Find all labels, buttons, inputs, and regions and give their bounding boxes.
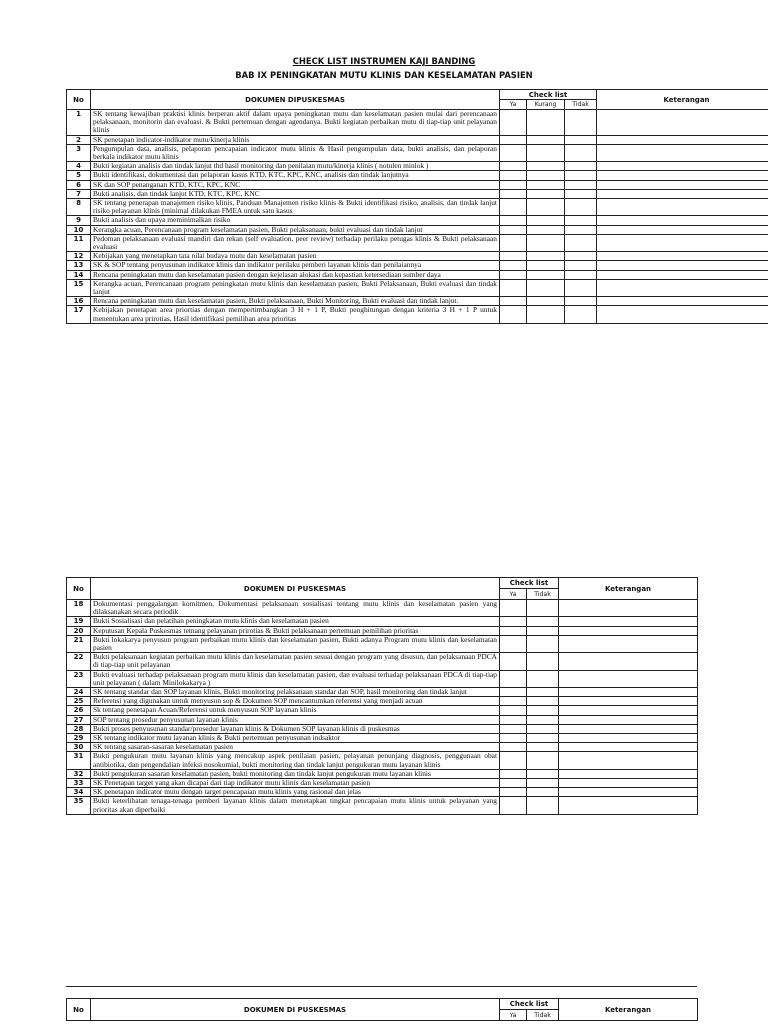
check-tidak-cell[interactable]	[565, 180, 597, 189]
check-tidak-cell[interactable]	[565, 189, 597, 198]
check-ya-cell[interactable]	[500, 617, 527, 626]
check-tidak-cell[interactable]	[527, 617, 559, 626]
keterangan-cell[interactable]	[559, 688, 698, 697]
row-number: 10	[67, 225, 91, 234]
document-description: Pengumpulan data, analisis, pelaporan pencapaian indicator mutu klinis & Hasil pengumpulan data, bukti analisis, dan pelaporan berkala indikator mutu klinis	[91, 144, 500, 161]
document-description: Pedoman pelaksanaan evaluasi mandiri dan rekan (self evaluation, peer review) terhadap perilaku petugas klinis & Bukti pelaksanaan evaluasi	[91, 234, 500, 251]
check-tidak-cell[interactable]	[527, 670, 559, 687]
row-number: 32	[67, 769, 91, 778]
table-row	[67, 252, 768, 261]
keterangan-cell[interactable]	[597, 162, 768, 171]
table-row	[67, 734, 698, 743]
header-no: No	[67, 999, 91, 1021]
table-row	[67, 752, 698, 769]
table-row	[67, 279, 768, 296]
document-description: Bukti pelaksanaan kegiatan perbaikan mutu klinis dan keselamatan pasien sesuai dengan program yang disusun, dan pelaksanaan PDCA di tiap-tiap unit pelayanan	[91, 653, 500, 670]
check-ya-cell[interactable]	[500, 297, 527, 306]
keterangan-cell[interactable]	[597, 110, 768, 136]
document-description: Kebijakan penetapan area priortias dengan mempertimbangkan 3 H + 1 P, Bukti penghitungan dengan kriteria 3 H + 1 P untuk menentukan area prirotias, Hasil identifikasi pemilihan area prioritas	[91, 306, 500, 323]
document-description: Referensi yang digunakan untuk menyusun sop & Dokumen SOP mencantumkan referensi yang menjadi acuan	[91, 697, 500, 706]
keterangan-cell[interactable]	[597, 279, 768, 296]
document-description: SK tentang indikator mutu layanan klinis & Bukti pertemuan penyusunan indsaktor	[91, 734, 500, 743]
check-tidak-cell[interactable]	[565, 216, 597, 225]
table-row	[67, 715, 698, 724]
check-tidak-cell[interactable]	[565, 110, 597, 136]
keterangan-cell[interactable]	[597, 135, 768, 144]
document-description: SK penetapan indicator-indikator mutu/kinerja klinis	[91, 135, 500, 144]
keterangan-cell[interactable]	[559, 626, 698, 635]
check-tidak-cell[interactable]	[527, 715, 559, 724]
table-row	[67, 653, 698, 670]
section-divider	[66, 986, 697, 987]
keterangan-cell[interactable]	[597, 234, 768, 251]
keterangan-cell[interactable]	[559, 752, 698, 769]
row-number: 19	[67, 617, 91, 626]
header-checklist: Check list	[500, 999, 559, 1010]
check-tidak-cell[interactable]	[565, 135, 597, 144]
check-ya-cell[interactable]	[500, 653, 527, 670]
check-ya-cell[interactable]	[500, 180, 527, 189]
row-number: 6	[67, 180, 91, 189]
check-kurang-cell[interactable]	[527, 270, 565, 279]
row-number: 1	[67, 110, 91, 136]
check-kurang-cell[interactable]	[527, 252, 565, 261]
check-kurang-cell[interactable]	[527, 144, 565, 161]
keterangan-cell[interactable]	[559, 769, 698, 778]
document-description: Kebijakan yang menetapkan tata nilai budaya mutu dan keselamatan pasien	[91, 252, 500, 261]
keterangan-cell[interactable]	[597, 199, 768, 216]
check-kurang-cell[interactable]	[527, 199, 565, 216]
row-number: 25	[67, 697, 91, 706]
check-tidak-cell[interactable]	[565, 171, 597, 180]
table-row	[67, 199, 768, 216]
keterangan-cell[interactable]	[597, 225, 768, 234]
check-tidak-cell[interactable]	[565, 162, 597, 171]
document-description: Kerangka acuan, Perencanaan program peningkatan mutu klinis dan keselamatan pasien, Bukti Pelaksanaan, Bukti evaluasi dan tindak lanjut	[91, 279, 500, 296]
document-description: Bukti analisis dan upaya meminimalkan risiko	[91, 216, 500, 225]
header-checklist: Check list	[500, 578, 559, 589]
keterangan-cell[interactable]	[559, 635, 698, 652]
keterangan-cell[interactable]	[559, 734, 698, 743]
check-ya-cell[interactable]	[500, 697, 527, 706]
check-ya-cell[interactable]	[500, 734, 527, 743]
table-row	[67, 171, 768, 180]
row-number: 15	[67, 279, 91, 296]
document-description: Bukti evaluasi terhadap pelaksanaan program mutu klinis dan keselamatan pasien, dan evaluasi terhadap pelaksanaan PDCA di tiap-tiap unit pelayanan ( dalam Minilokakarya )	[91, 670, 500, 687]
table-row	[67, 180, 768, 189]
document-description: Keputusan Kepala Puskesmas tetnang pelayanan prirotias & Bukti pelaksanaan pertemuan pemilihan prioritas	[91, 626, 500, 635]
check-ya-cell[interactable]	[500, 670, 527, 687]
header-keterangan: Keterangan	[597, 90, 768, 110]
check-tidak-cell[interactable]	[565, 270, 597, 279]
check-kurang-cell[interactable]	[527, 297, 565, 306]
check-tidak-cell[interactable]	[527, 688, 559, 697]
table-row	[67, 724, 698, 733]
check-ya-cell[interactable]	[500, 135, 527, 144]
table-row	[67, 189, 768, 198]
document-description: Kerangka acuan, Perencanaan program keselamatan pasien, Bukti pelaksanaan, bukti evaluasi dan tindak lanjut	[91, 225, 500, 234]
check-ya-cell[interactable]	[500, 706, 527, 715]
header-tidak: Tidak	[527, 1010, 559, 1021]
check-kurang-cell[interactable]	[527, 162, 565, 171]
table-row	[67, 635, 698, 652]
keterangan-cell[interactable]	[597, 270, 768, 279]
keterangan-cell[interactable]	[597, 189, 768, 198]
table-row	[67, 697, 698, 706]
document-description: SK Penetapan target yang akan dicapai dari tiap indikator mutu klinis dan keselamatan pasien	[91, 779, 500, 788]
check-tidak-cell[interactable]	[527, 788, 559, 797]
check-tidak-cell[interactable]	[565, 144, 597, 161]
keterangan-cell[interactable]	[597, 171, 768, 180]
document-description: SK tentang sasaran-sasaran keselamatan pasien	[91, 743, 500, 752]
table-row	[67, 617, 698, 626]
header-keterangan: Keterangan	[559, 999, 698, 1021]
table-row	[67, 216, 768, 225]
checklist-table-2	[66, 577, 698, 815]
check-ya-cell[interactable]	[500, 144, 527, 161]
check-tidak-cell[interactable]	[527, 752, 559, 769]
keterangan-cell[interactable]	[559, 600, 698, 617]
check-kurang-cell[interactable]	[527, 225, 565, 234]
check-ya-cell[interactable]	[500, 797, 527, 814]
check-kurang-cell[interactable]	[527, 110, 565, 136]
table-row	[67, 225, 768, 234]
check-tidak-cell[interactable]	[527, 779, 559, 788]
check-ya-cell[interactable]	[500, 279, 527, 296]
check-ya-cell[interactable]	[500, 261, 527, 270]
row-number: 5	[67, 171, 91, 180]
row-number: 17	[67, 306, 91, 323]
keterangan-cell[interactable]	[597, 180, 768, 189]
check-ya-cell[interactable]	[500, 216, 527, 225]
table-row	[67, 769, 698, 778]
header-checklist: Check list	[500, 90, 597, 100]
keterangan-cell[interactable]	[559, 697, 698, 706]
document-description: Bukti pengukuran sasaran keselamatan pasien, bukti monitoring dan tindak lanjut pengukuran mutu layanan klinis	[91, 769, 500, 778]
row-number: 11	[67, 234, 91, 251]
keterangan-cell[interactable]	[559, 724, 698, 733]
keterangan-cell[interactable]	[597, 306, 768, 323]
check-kurang-cell[interactable]	[527, 234, 565, 251]
check-tidak-cell[interactable]	[565, 199, 597, 216]
check-ya-cell[interactable]	[500, 252, 527, 261]
keterangan-cell[interactable]	[597, 261, 768, 270]
check-tidak-cell[interactable]	[527, 724, 559, 733]
checklist-table-1	[66, 89, 768, 324]
check-tidak-cell[interactable]	[527, 734, 559, 743]
document-description: SOP tentang prosedur penyusunan layanan klinis	[91, 715, 500, 724]
header-tidak: Tidak	[565, 100, 597, 110]
keterangan-cell[interactable]	[597, 216, 768, 225]
document-description: SK tentang kewajiban praktisi klinis berperan aktif dalam upaya peningkatan mutu dan keselamatan pasien mulai dari perencanaan pelaksanaan, monitorin dan evaluasi. & Bukti pertemuan dengan agendanya. Bukti kegiatan perbaikan mutu di tiap-tiap unit pelayanan klinis	[91, 110, 500, 136]
check-ya-cell[interactable]	[500, 715, 527, 724]
keterangan-cell[interactable]	[559, 715, 698, 724]
document-description: Sk tentang penetapan Acuan/Referensi untuk menyusun SOP layanan klinis	[91, 706, 500, 715]
row-number: 13	[67, 261, 91, 270]
check-tidak-cell[interactable]	[527, 653, 559, 670]
check-kurang-cell[interactable]	[527, 180, 565, 189]
keterangan-cell[interactable]	[559, 617, 698, 626]
document-description: Rencana peningkatan mutu dan keselamatan pasien dengan kejelasan alokasi dan kepastian ketersediaan sumber daya	[91, 270, 500, 279]
document-description: Bukti keterlibatan tenaga-tenaga pemberi layanan klinis dalam menetapkan tingkat pencapaian mutu klinis untuk pelayanan yang prioritas akan diperbaiki	[91, 797, 500, 814]
check-kurang-cell[interactable]	[527, 171, 565, 180]
check-tidak-cell[interactable]	[565, 279, 597, 296]
check-ya-cell[interactable]	[500, 724, 527, 733]
table-row	[67, 162, 768, 171]
row-number: 20	[67, 626, 91, 635]
check-ya-cell[interactable]	[500, 225, 527, 234]
keterangan-cell[interactable]	[559, 743, 698, 752]
keterangan-cell[interactable]	[597, 144, 768, 161]
check-kurang-cell[interactable]	[527, 216, 565, 225]
keterangan-cell[interactable]	[559, 788, 698, 797]
check-ya-cell[interactable]	[500, 110, 527, 136]
check-ya-cell[interactable]	[500, 270, 527, 279]
check-ya-cell[interactable]	[500, 189, 527, 198]
row-number: 14	[67, 270, 91, 279]
keterangan-cell[interactable]	[597, 252, 768, 261]
check-ya-cell[interactable]	[500, 171, 527, 180]
row-number: 4	[67, 162, 91, 171]
header-ya: Ya	[500, 1010, 527, 1021]
row-number: 8	[67, 199, 91, 216]
row-number: 2	[67, 135, 91, 144]
header-ya: Ya	[500, 100, 527, 110]
keterangan-cell[interactable]	[597, 297, 768, 306]
check-ya-cell[interactable]	[500, 635, 527, 652]
document-description: Dokumentasi penggalangan komitmen, Dokumentasi pelaksanaan sosialisasi tentang mutu klinis dan keselamatan pasien yang dilaksanakan secara periodik	[91, 600, 500, 617]
row-number: 16	[67, 297, 91, 306]
table-row	[67, 779, 698, 788]
table-row	[67, 306, 768, 323]
row-number: 21	[67, 635, 91, 652]
header-document: DOKUMEN DI PUSKESMAS	[91, 999, 500, 1021]
table-row	[67, 706, 698, 715]
check-tidak-cell[interactable]	[527, 769, 559, 778]
check-ya-cell[interactable]	[500, 600, 527, 617]
table-row	[67, 261, 768, 270]
table-row	[67, 788, 698, 797]
check-tidak-cell[interactable]	[565, 261, 597, 270]
row-number: 28	[67, 724, 91, 733]
check-kurang-cell[interactable]	[527, 306, 565, 323]
document-description: Bukti proses penyusunan standar/prosedur layanan klinis & Dokumen SOP layanan klinis di puskesmas	[91, 724, 500, 733]
check-tidak-cell[interactable]	[527, 797, 559, 814]
row-number: 27	[67, 715, 91, 724]
table-row	[67, 234, 768, 251]
document-description: Bukti pengukuran mutu layanan klinis yang mencakup aspek penilaian pasien, pelayanan penunjang diagnosis, penggunaan obat antibiotika, dan pengendalian infeksi nosokomial, bukti monitoring dan tindak lanjut pengukuran mutu layanan klinis	[91, 752, 500, 769]
header-ya: Ya	[500, 589, 527, 600]
table-row	[67, 135, 768, 144]
check-ya-cell[interactable]	[500, 626, 527, 635]
document-description: Bukti Sosialisasi dan pelatihan peningkatan mutu klinis dan keselamatan pasien	[91, 617, 500, 626]
check-ya-cell[interactable]	[500, 743, 527, 752]
header-no: No	[67, 90, 91, 110]
row-number: 18	[67, 600, 91, 617]
row-number: 34	[67, 788, 91, 797]
document-description: SK dan SOP penanganan KTD, KTC, KPC, KNC	[91, 180, 500, 189]
check-ya-cell[interactable]	[500, 306, 527, 323]
table-row	[67, 670, 698, 687]
document-description: SK penetapan indicator mutu dengan target pencapaian mutu klinis yang rasional dan jelas	[91, 788, 500, 797]
row-number: 23	[67, 670, 91, 687]
document-description: SK & SOP tentang penyusunan indikator klinis dan indikator perilaku pemberi layanan klinis dan penilaiannya	[91, 261, 500, 270]
check-ya-cell[interactable]	[500, 769, 527, 778]
table-row	[67, 797, 698, 814]
check-tidak-cell[interactable]	[565, 297, 597, 306]
table-1-body	[67, 110, 768, 324]
document-title: CHECK LIST INSTRUMEN KAJI BANDING	[292, 56, 476, 66]
header-tidak: Tidak	[527, 589, 559, 600]
check-ya-cell[interactable]	[500, 199, 527, 216]
header-kurang: Kurang	[527, 100, 565, 110]
table-row	[67, 110, 768, 136]
document-description: Bukti kegiatan analisis dan tindak lanjut thd hasil monitoring dan penilaian mutu/kinerja klinis ( notulen minlok )	[91, 162, 500, 171]
check-ya-cell[interactable]	[500, 688, 527, 697]
keterangan-cell[interactable]	[559, 779, 698, 788]
check-tidak-cell[interactable]	[565, 234, 597, 251]
table-row	[67, 297, 768, 306]
check-kurang-cell[interactable]	[527, 189, 565, 198]
row-number: 31	[67, 752, 91, 769]
row-number: 29	[67, 734, 91, 743]
checklist-table-3	[66, 998, 698, 1021]
row-number: 24	[67, 688, 91, 697]
row-number: 9	[67, 216, 91, 225]
check-tidak-cell[interactable]	[565, 225, 597, 234]
row-number: 35	[67, 797, 91, 814]
table-row	[67, 688, 698, 697]
document-description: Bukti analisis, dan tindak lanjut KTD, KTC, KPC, KNC	[91, 189, 500, 198]
keterangan-cell[interactable]	[559, 670, 698, 687]
table-row	[67, 626, 698, 635]
check-ya-cell[interactable]	[500, 752, 527, 769]
check-tidak-cell[interactable]	[565, 306, 597, 323]
table-row	[67, 600, 698, 617]
document-description: Bukti identifikasi, dokumentasi dan pelaporan kasus KTD, KTC, KPC, KNC, analisis dan tindak lanjutnya	[91, 171, 500, 180]
check-kurang-cell[interactable]	[527, 135, 565, 144]
check-tidak-cell[interactable]	[527, 697, 559, 706]
header-no: No	[67, 578, 91, 600]
header-document: DOKUMEN DIPUSKESMAS	[91, 90, 500, 110]
header-document: DOKUMEN DI PUSKESMAS	[91, 578, 500, 600]
table-row	[67, 270, 768, 279]
check-kurang-cell[interactable]	[527, 279, 565, 296]
document-subtitle: BAB IX PENINGKATAN MUTU KLINIS DAN KESELAMATAN PASIEN	[235, 70, 533, 80]
check-tidak-cell[interactable]	[527, 743, 559, 752]
row-number: 26	[67, 706, 91, 715]
table-2-body	[67, 600, 698, 815]
row-number: 22	[67, 653, 91, 670]
check-tidak-cell[interactable]	[527, 626, 559, 635]
check-tidak-cell[interactable]	[527, 635, 559, 652]
check-tidak-cell[interactable]	[565, 252, 597, 261]
check-ya-cell[interactable]	[500, 162, 527, 171]
check-ya-cell[interactable]	[500, 234, 527, 251]
keterangan-cell[interactable]	[559, 653, 698, 670]
check-tidak-cell[interactable]	[527, 706, 559, 715]
keterangan-cell[interactable]	[559, 797, 698, 814]
document-description: Bukti lokakarya penyusun program perbaikan mutu klinis dan keselamatan pasien, Bukti adanya Program mutu klinis dan keselamatan pasien	[91, 635, 500, 652]
keterangan-cell[interactable]	[559, 706, 698, 715]
table-row	[67, 743, 698, 752]
document-description: Rencana peningkatan mutu dan keselamatan pasien, Bukti pelaksanaan, Bukti Monitoring, Bukti evaluasi dan tindak lanjut.	[91, 297, 500, 306]
row-number: 3	[67, 144, 91, 161]
check-ya-cell[interactable]	[500, 779, 527, 788]
document-description: SK tentang standar dan SOP layanan klinis, Bukti monitoring pelaksanaan standar dan SOP, hasil monitoring dan tindak lanjut	[91, 688, 500, 697]
check-tidak-cell[interactable]	[527, 600, 559, 617]
row-number: 12	[67, 252, 91, 261]
table-row	[67, 144, 768, 161]
row-number: 7	[67, 189, 91, 198]
header-keterangan: Keterangan	[559, 578, 698, 600]
document-description: SK tentang penerapan manajemen risiko klinis, Panduan Manajemen risiko klinis & Bukti identifikasi risiko, analisis, dan tindak lanjut risiko pelayanan klinis (minimal dilakukan FMEA untuk satu kasus	[91, 199, 500, 216]
check-ya-cell[interactable]	[500, 788, 527, 797]
check-kurang-cell[interactable]	[527, 261, 565, 270]
row-number: 30	[67, 743, 91, 752]
row-number: 33	[67, 779, 91, 788]
